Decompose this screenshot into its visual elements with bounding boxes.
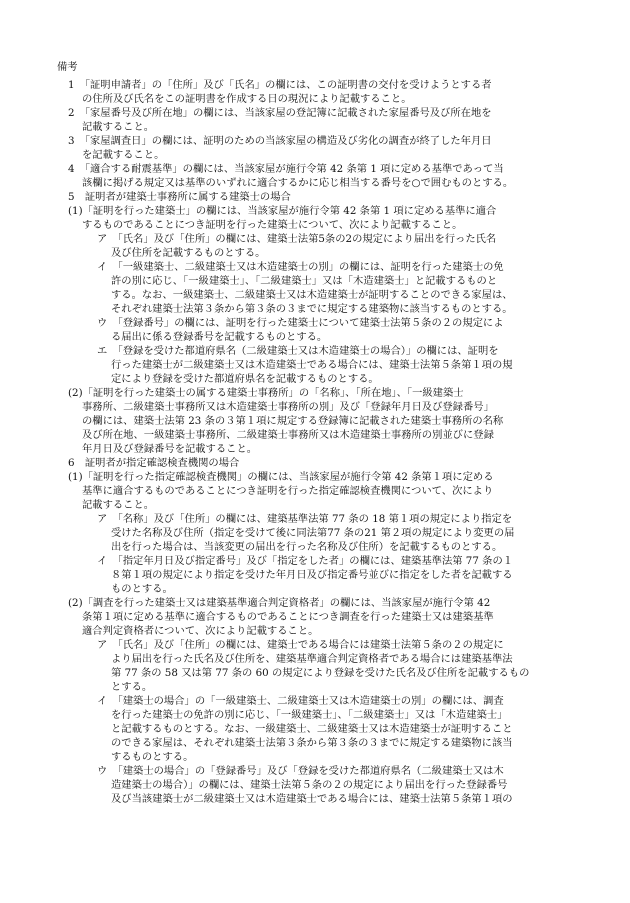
- note-line: を行った建築士の免許の別に応じ、「一級建築士」、「二級建築士」又は「木造建築士」: [111, 709, 508, 721]
- note-line: 記載すること。: [82, 121, 155, 133]
- note-line: エ 「登録を受けた都道府県名（二級建築士又は木造建築士の場合）」の欄には、証明を: [97, 345, 499, 357]
- note-line: 5 証明者が建築士事務所に属する建築士の場合: [68, 191, 291, 203]
- note-line: ア 「名称」及び「住所」の欄には、建築基準法第 77 条の 18 第１項の規定により指定を: [97, 513, 513, 525]
- note-line: ８第１項の規定により指定を受けた年月日及び指定番号並びに指定をした者を記載する: [111, 569, 513, 581]
- note-line: 4 「適合する耐震基準」の欄には、当該家屋が施行令第 42 条第 1 項に定める基準であって当: [68, 163, 504, 175]
- note-line: 及び所在地、一級建築士事務所、二級建築士事務所又は木造建築士事務所の別並びに登録: [82, 429, 494, 441]
- note-line: より届出を行った氏名及び住所を、建築基準適合判定資格者である場合には建築基準法: [111, 653, 513, 665]
- note-line: の住所及び氏名をこの証明書を作成する日の現況により記載すること。: [82, 93, 412, 105]
- note-line: (1)「証明を行った建築士」の欄には、当該家屋が施行令第 42 条第 1 項に定める基準に適合: [68, 205, 497, 217]
- note-line: 該欄に掲げる規定又は基準のいずれに適合するかに応じ相当する番号を○で囲むものとする。: [82, 177, 514, 189]
- note-line: 記載すること。: [82, 499, 155, 511]
- note-line: するものであることにつき証明を行った建築士について、次により記載すること。: [82, 219, 463, 231]
- note-line: ア 「氏名」及び「住所」の欄には、建築士である場合には建築士法第５条の２の規定に: [97, 639, 504, 651]
- note-line: するものとする。: [111, 751, 194, 763]
- note-line: 年月日及び登録番号を記載すること。: [82, 443, 258, 455]
- note-line: 適合判定資格者について、次により記載すること。: [82, 625, 319, 637]
- note-line: 受けた名称及び住所（指定を受けて後に同法第77 条の21 第２項の規定により変更の届: [111, 527, 515, 539]
- note-line: それぞれ建築士法第３条から第３条の３までに規定する建築物に該当するものとする。: [111, 303, 513, 315]
- note-line: ウ 「登録番号」の欄には、証明を行った建築士について建築士法第５条の２の規定によ: [97, 317, 504, 329]
- note-line: と記載するものとする。なお、一級建築士、二級建築士又は木造建築士が証明すること: [111, 723, 513, 735]
- note-line: する。なお、一級建築士、二級建築士又は木造建築士が証明することのできる家屋は、: [111, 289, 513, 301]
- note-line: 許の別に応じ、「一級建築士」、「二級建築士」又は「木造建築士」と記載するものと: [111, 275, 498, 287]
- note-line: 3 「家屋調査日」の欄には、証明のための当該家屋の構造及び劣化の調査が終了した年月日: [68, 135, 492, 147]
- note-line: (1)「証明を行った指定確認検査機関」の欄には、当該家屋が施行令第 42 条第１項に定める: [68, 471, 494, 483]
- note-line: イ 「建築士の場合」の「一級建築士、二級建築士又は木造建築士の別」の欄には、調査: [97, 695, 504, 707]
- note-line: (2)「調査を行った建築士又は建築基準適合判定資格者」の欄には、当該家屋が施行令第 42: [68, 597, 491, 609]
- note-line: 1 「証明申請者」の「住所」及び「氏名」の欄には、この証明書の交付を受けようとする者: [68, 79, 492, 91]
- note-line: 基準に適合するものであることにつき証明を行った指定確認検査機関について、次により: [82, 485, 494, 497]
- note-line: 出を行った場合は、当該変更の届出を行った名称及び住所）を記載するものとする。: [111, 541, 503, 553]
- note-line: 第 77 条の 58 又は第 77 条の 60 の規定により登録を受けた氏名及び住所を記載するもの: [111, 667, 530, 679]
- note-line: イ 「一級建築士、二級建築士又は木造建築士の別」の欄には、証明を行った建築士の免: [97, 261, 504, 273]
- note-line: 条第１項に定める基準に適合するものであることにつき調査を行った建築士又は建築基準: [82, 611, 494, 623]
- note-line: の欄には、建築士法第 23 条の３第１項に規定する登録簿に記載された建築士事務所の名称: [82, 415, 504, 427]
- note-line: とする。: [111, 681, 153, 693]
- note-line: 2 「家屋番号及び所在地」の欄には、当該家屋の登記簿に記載された家屋番号及び所在地を: [68, 107, 492, 119]
- note-line: イ 「指定年月日及び指定番号」及び「指定をした者」の欄には、建築基準法第 77 条の１: [97, 555, 514, 567]
- note-line: 事務所、二級建築士事務所又は木造建築士事務所の別」及び「登録年月日及び登録番号」: [82, 401, 494, 413]
- notes-heading: 備考: [57, 61, 78, 73]
- note-line: ものとする。: [111, 583, 173, 595]
- note-line: ア 「氏名」及び「住所」の欄には、建築士法第5条の2の規定により届出を行った氏名: [97, 233, 497, 245]
- note-line: ウ 「建築士の場合」の「登録番号」及び「登録を受けた都道府県名（二級建築士又は木: [97, 765, 504, 777]
- note-line: 行った建築士が二級建築士又は木造建築士である場合には、建築士法第５条第１項の規: [111, 359, 513, 371]
- note-line: る届出に係る登録番号を記載するものとする。: [111, 331, 328, 343]
- note-line: 造建築士の場合）」の欄には、建築士法第５条の２の規定により届出を行った登録番号: [111, 779, 508, 791]
- note-line: 6 証明者が指定確認検査機関の場合: [68, 457, 240, 469]
- note-line: を記載すること。: [82, 149, 165, 161]
- note-line: のできる家屋は、それぞれ建築士法第３条から第３条の３までに規定する建築物に該当: [111, 737, 513, 749]
- note-line: 及び当該建築士が二級建築士又は木造建築士である場合には、建築士法第５条第１項の: [111, 793, 513, 805]
- note-line: 及び住所を記載するものとする。: [111, 247, 266, 259]
- note-line: (2)「証明を行った建築士の属する建築士事務所」の「名称」、「所在地」、「一級建築士: [68, 387, 464, 399]
- note-line: 定により登録を受けた都道府県名を記載するものとする。: [111, 373, 379, 385]
